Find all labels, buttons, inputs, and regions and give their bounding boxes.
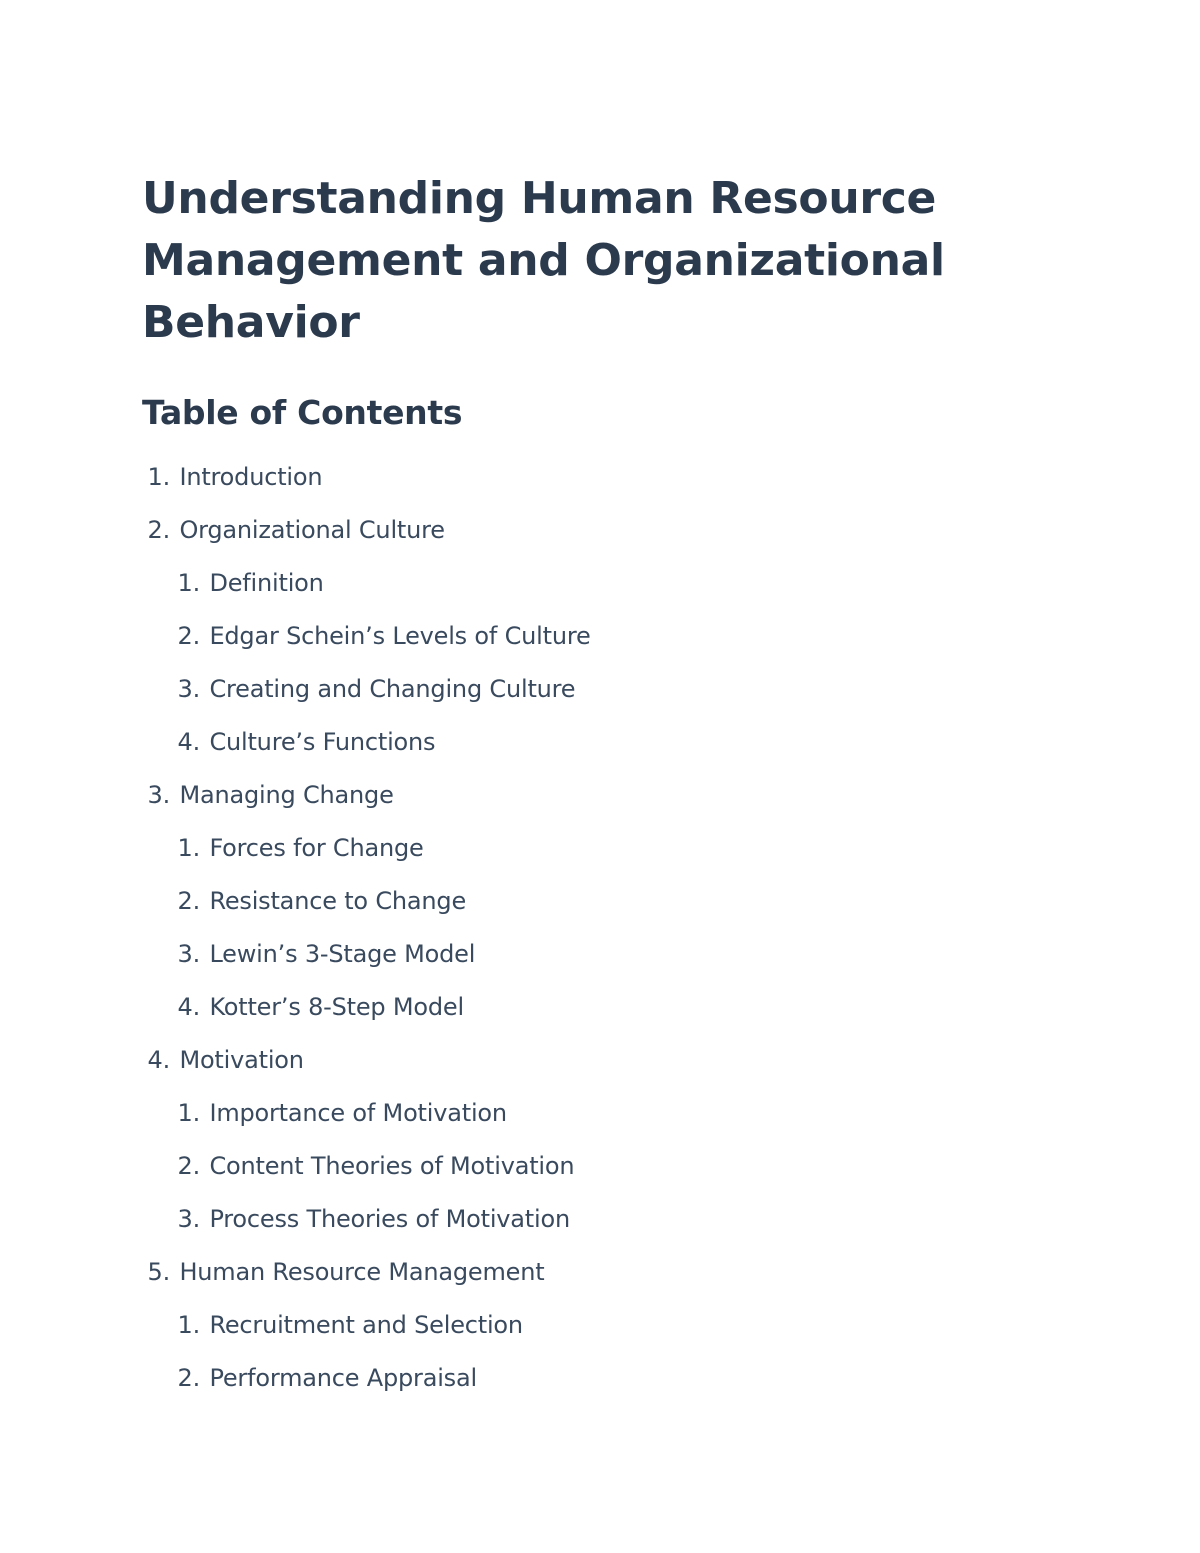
toc-item[interactable] — [142, 621, 1042, 674]
toc-item-number: 2. — [177, 622, 200, 650]
title-line-2: Management and Organizational — [142, 235, 945, 286]
toc-item-label: Edgar Schein’s Levels of Culture — [209, 622, 591, 650]
toc-item-number: 1. — [177, 834, 200, 862]
toc-item-number: 3. — [177, 1205, 200, 1233]
toc-item[interactable] — [142, 515, 1042, 568]
toc-item-number: 2. — [177, 1364, 200, 1392]
title-line-3: Behavior — [142, 297, 360, 348]
toc-item-label: Lewin’s 3-Stage Model — [209, 940, 476, 968]
toc-item[interactable] — [142, 1310, 1042, 1363]
toc-item-number: 1. — [177, 1311, 200, 1339]
toc-item-number: 4. — [177, 993, 200, 1021]
toc-item-number: 3. — [177, 675, 200, 703]
toc-item[interactable] — [142, 1204, 1042, 1257]
toc-item-label: Motivation — [179, 1046, 304, 1074]
toc-item-label: Forces for Change — [209, 834, 424, 862]
toc-item-number: 1. — [177, 569, 200, 597]
toc-item[interactable] — [142, 1151, 1042, 1204]
toc-item[interactable] — [142, 833, 1042, 886]
toc-item-label: Resistance to Change — [209, 887, 467, 915]
toc-item-number: 4. — [147, 1046, 170, 1074]
toc-item-number: 1. — [177, 1099, 200, 1127]
document-page — [142, 168, 1042, 1416]
toc-item-label: Managing Change — [179, 781, 394, 809]
toc-item-label: Performance Appraisal — [209, 1364, 477, 1392]
toc-item-label: Content Theories of Motivation — [209, 1152, 575, 1180]
toc-item-number: 2. — [177, 887, 200, 915]
toc-item[interactable] — [142, 1257, 1042, 1310]
toc-item-number: 3. — [177, 940, 200, 968]
toc-item-label: Importance of Motivation — [209, 1099, 507, 1127]
title-line-1: Understanding Human Resource — [142, 173, 937, 224]
toc-item-number: 1. — [147, 463, 170, 491]
toc-item[interactable] — [142, 992, 1042, 1045]
toc-item[interactable] — [142, 462, 1042, 515]
table-of-contents — [142, 462, 1042, 1416]
toc-item-number: 2. — [177, 1152, 200, 1180]
toc-item[interactable] — [142, 674, 1042, 727]
toc-item-label: Creating and Changing Culture — [209, 675, 576, 703]
toc-item-number: 3. — [147, 781, 170, 809]
toc-item-label: Kotter’s 8-Step Model — [209, 993, 464, 1021]
toc-item[interactable] — [142, 1045, 1042, 1098]
toc-item[interactable] — [142, 727, 1042, 780]
toc-item-number: 4. — [177, 728, 200, 756]
toc-item-label: Recruitment and Selection — [209, 1311, 523, 1339]
toc-item[interactable] — [142, 780, 1042, 833]
toc-item-label: Introduction — [179, 463, 323, 491]
document-title — [142, 168, 1042, 354]
toc-item-label: Culture’s Functions — [209, 728, 436, 756]
toc-heading: Table of Contents — [142, 393, 463, 432]
toc-item-number: 5. — [147, 1258, 170, 1286]
toc-item[interactable] — [142, 568, 1042, 621]
toc-item[interactable] — [142, 939, 1042, 992]
toc-item[interactable] — [142, 1363, 1042, 1416]
toc-item-label: Human Resource Management — [179, 1258, 545, 1286]
toc-item-label: Process Theories of Motivation — [209, 1205, 570, 1233]
toc-item-number: 2. — [147, 516, 170, 544]
toc-item-label: Organizational Culture — [179, 516, 445, 544]
toc-item[interactable] — [142, 1098, 1042, 1151]
toc-item-label: Definition — [209, 569, 324, 597]
toc-item[interactable] — [142, 886, 1042, 939]
